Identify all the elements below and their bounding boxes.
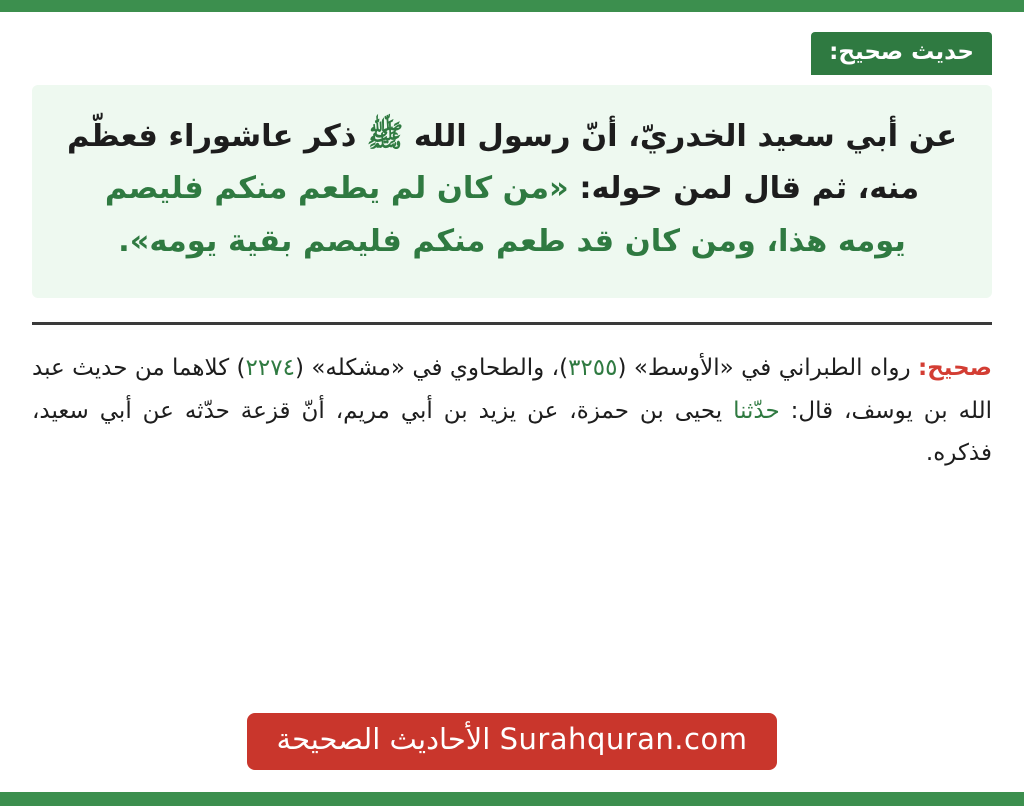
takhrij-last-line: فذكره.: [925, 440, 992, 467]
takhrij-paragraph: [32, 347, 992, 475]
takhrij-grade-word: صحيح:: [918, 355, 992, 382]
takhrij-seg4: يحيى بن حمزة، عن يزيد بن أبي مريم، أنّ قزعة حدّثه عن أبي سعيد،: [32, 397, 734, 424]
takhrij-seg1: رواه الطبراني في «الأوسط» (: [617, 355, 919, 382]
takhrij-seg2: )، والطحاوي في «مشكله» (: [294, 355, 569, 382]
takhrij-ref-number-2: ٢٢٧٤: [245, 355, 295, 382]
hadith-grade-label: حديث صحيح:: [811, 32, 992, 75]
hadith-part2: ذكر عاشوراء فعظّم منه، ثم قال لمن حوله:: [66, 119, 920, 207]
site-name: Surahquran.com: [499, 722, 748, 757]
hadith-quote: «من كان لم يطعم منكم فليصم يومه هذا، ومن كان قد طعم منكم فليصم بقية يومه».: [104, 171, 906, 259]
hadith-card: [0, 12, 1024, 792]
site-tagline: الأحاديث الصحيحة: [276, 722, 491, 757]
section-divider: [32, 322, 992, 325]
takhrij-ref-number-1: ٣٢٥٥: [568, 355, 618, 382]
takhrij-narration-verb: حدّثنا: [733, 397, 780, 424]
takhrij-seg3: ) كلاهما من حديث عبد الله بن يوسف، قال:: [32, 355, 992, 424]
hadith-text: [66, 111, 958, 268]
footer-row: [0, 713, 1024, 770]
sallallahu-alayhi-wasallam-icon: ﷺ: [367, 119, 404, 154]
hadith-text-box: [32, 85, 992, 298]
bottom-accent-bar: [0, 792, 1024, 806]
hadith-part1: عن أبي سعيد الخدريّ، أنّ رسول الله: [413, 119, 958, 154]
grade-label-row: [32, 32, 992, 75]
site-badge[interactable]: [247, 713, 778, 770]
top-accent-bar: [0, 0, 1024, 12]
